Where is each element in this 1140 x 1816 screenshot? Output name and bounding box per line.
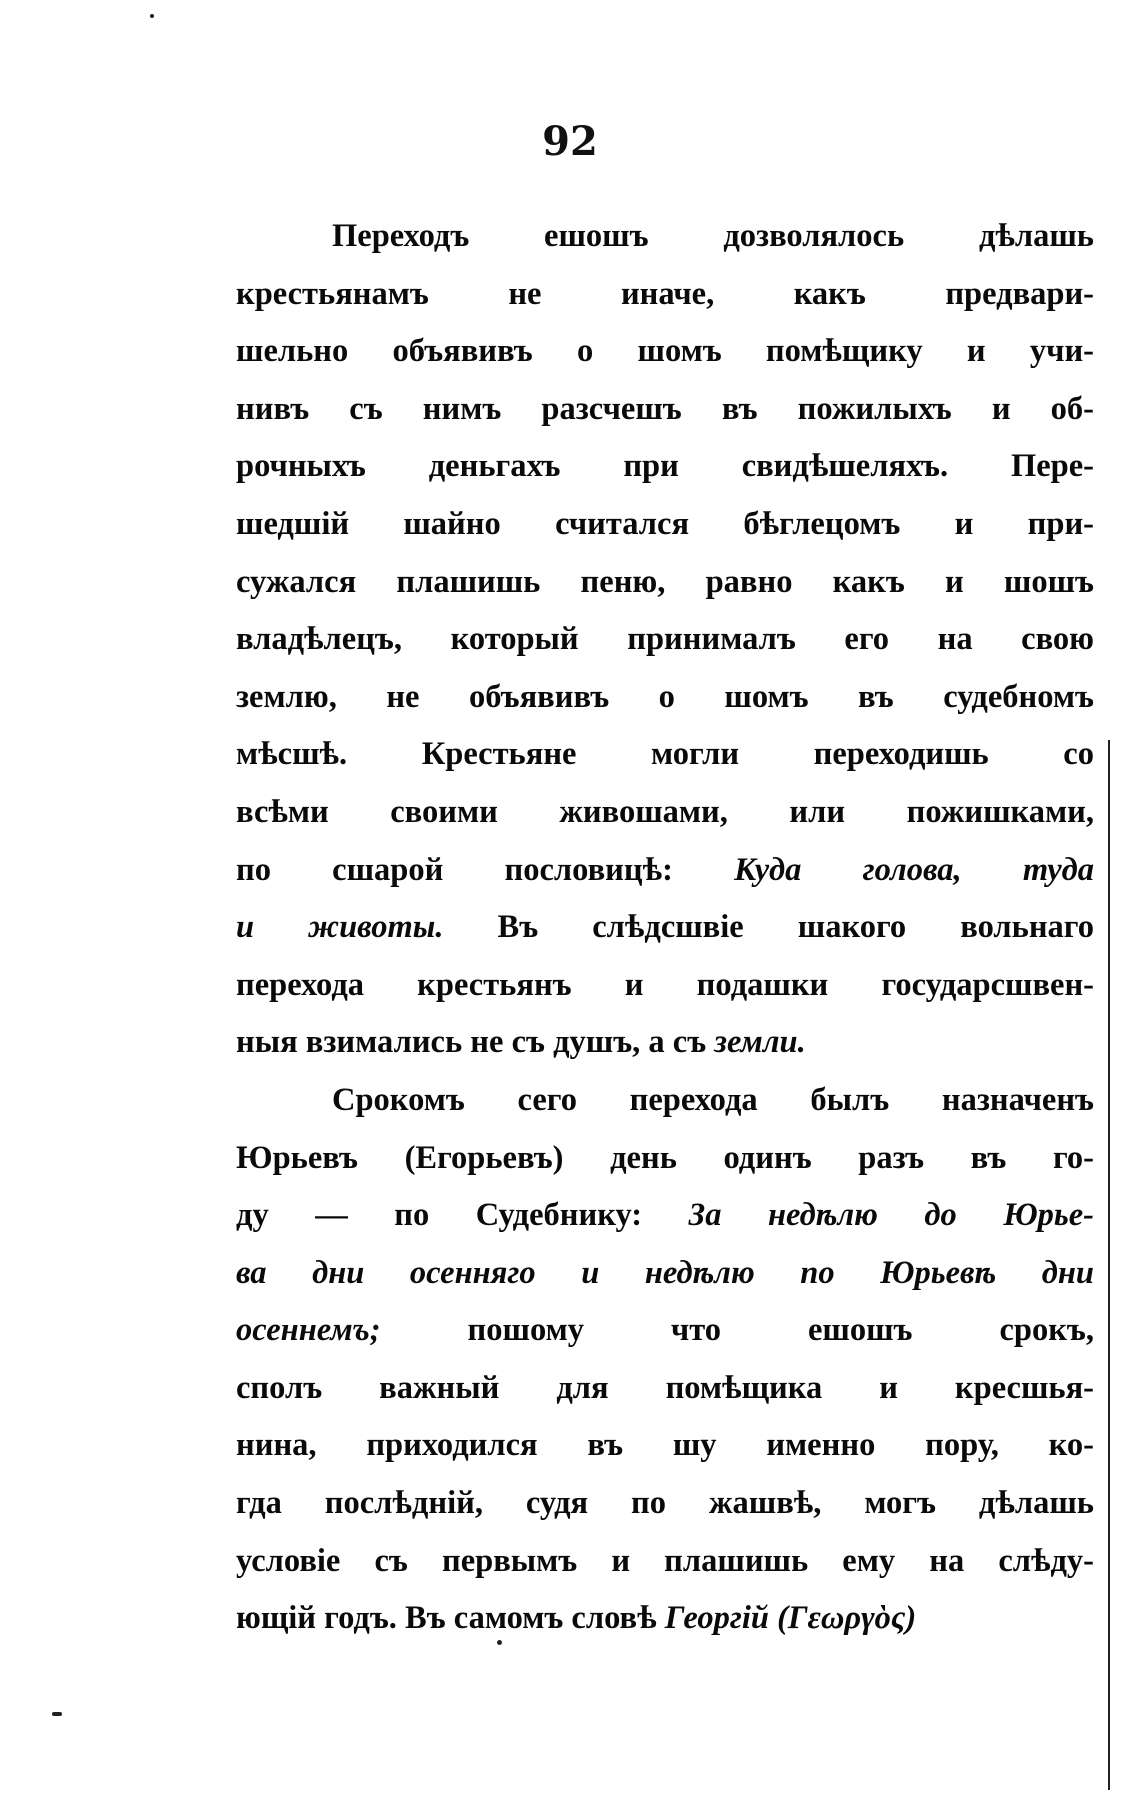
text-line xyxy=(236,784,1094,842)
text-line xyxy=(236,1302,1094,1360)
text-span: условіе съ первымъ и плашишь ему на слѣду- xyxy=(236,1542,1094,1579)
scan-speck xyxy=(497,1640,502,1645)
text-span: нивъ съ нимъ разсчешъ въ пожилыхъ и об- xyxy=(236,390,1094,427)
text-line xyxy=(236,266,1094,324)
text-line xyxy=(236,1245,1094,1303)
text-line xyxy=(236,438,1094,496)
text-line xyxy=(236,1533,1094,1591)
text-line xyxy=(236,208,1094,266)
text-span: Срокомъ сего перехода былъ назначенъ xyxy=(332,1081,1094,1118)
text-span: сужался плашишь пеню, равно какъ и шошъ xyxy=(236,563,1094,600)
italic-text: и животы. xyxy=(236,909,444,946)
text-span: землю, не объявивъ о шомъ въ судебномъ xyxy=(236,678,1094,715)
text-line xyxy=(236,669,1094,727)
text-line xyxy=(236,611,1094,669)
page-edge-rule xyxy=(1108,740,1110,1790)
text-span: шельно объявивъ о шомъ помѣщику и учи- xyxy=(236,333,1094,370)
text-span: перехода крестьянъ и подашки государсшвен- xyxy=(236,966,1094,1003)
text-span: Въ слѣдсшвіе шакого вольнаго xyxy=(443,909,1094,946)
text-line xyxy=(236,554,1094,612)
text-line xyxy=(236,1187,1094,1245)
text-span: Юрьевъ (Егорьевъ) день одинъ разъ въ го- xyxy=(236,1139,1094,1176)
text-line xyxy=(236,842,1094,900)
italic-text: За недѣлю до Юрье- xyxy=(688,1197,1094,1234)
text-line xyxy=(236,1014,1094,1072)
italic-text: осеннемъ; xyxy=(236,1312,381,1349)
text-span: Переходъ ешошъ дозволялось дѣлашь xyxy=(332,218,1094,254)
text-line xyxy=(236,323,1094,381)
scan-speck xyxy=(150,14,154,18)
body-text xyxy=(236,208,1094,1648)
text-span: крестьянамъ не иначе, какъ предвари- xyxy=(236,275,1094,312)
text-line xyxy=(236,1475,1094,1533)
text-span: шедшій шайно считался бѣглецомъ и при- xyxy=(236,505,1094,542)
text-span: рочныхъ деньгахъ при свидѣшеляхъ. Пере- xyxy=(236,448,1094,485)
text-line xyxy=(236,1590,1094,1648)
text-span: сполъ важный для помѣщика и кресшья- xyxy=(236,1369,1094,1406)
text-line xyxy=(236,899,1094,957)
text-line xyxy=(236,957,1094,1015)
text-span: пошому что ешошъ срокъ, xyxy=(380,1312,1094,1349)
text-span: ду — по Судебнику: xyxy=(236,1197,689,1234)
text-line xyxy=(236,1130,1094,1188)
text-span: нина, приходился въ шу именно пору, ко- xyxy=(236,1427,1094,1464)
text-span: мѣсшѣ. Крестьяне могли переходишь со xyxy=(236,736,1094,773)
text-span: всѣми своими живошами, или пожишками, xyxy=(236,793,1094,830)
scan-speck xyxy=(52,1712,62,1716)
italic-text: ва дни осенняго и недѣлю по Юрьевѣ дни xyxy=(236,1254,1094,1291)
text-span: ющій годъ. Въ самомъ словѣ xyxy=(236,1600,665,1637)
text-line xyxy=(236,726,1094,784)
text-line xyxy=(236,496,1094,554)
italic-text: Куда голова, туда xyxy=(734,851,1094,888)
text-line xyxy=(236,381,1094,439)
italic-text: Георгій (Γεωργὸς) xyxy=(664,1600,917,1637)
text-span: ныя взимались не съ душъ, а съ xyxy=(236,1024,715,1061)
text-span: гда послѣдній, судя по жашвѣ, могъ дѣлашь xyxy=(236,1485,1094,1522)
text-line xyxy=(236,1360,1094,1418)
text-span: по сшарой пословицѣ: xyxy=(236,851,735,888)
text-line xyxy=(236,1417,1094,1475)
italic-text: земли. xyxy=(714,1024,806,1061)
text-span: владѣлецъ, который принималъ его на свою xyxy=(236,621,1094,658)
page-number: 92 xyxy=(542,118,598,165)
text-line xyxy=(236,1072,1094,1130)
